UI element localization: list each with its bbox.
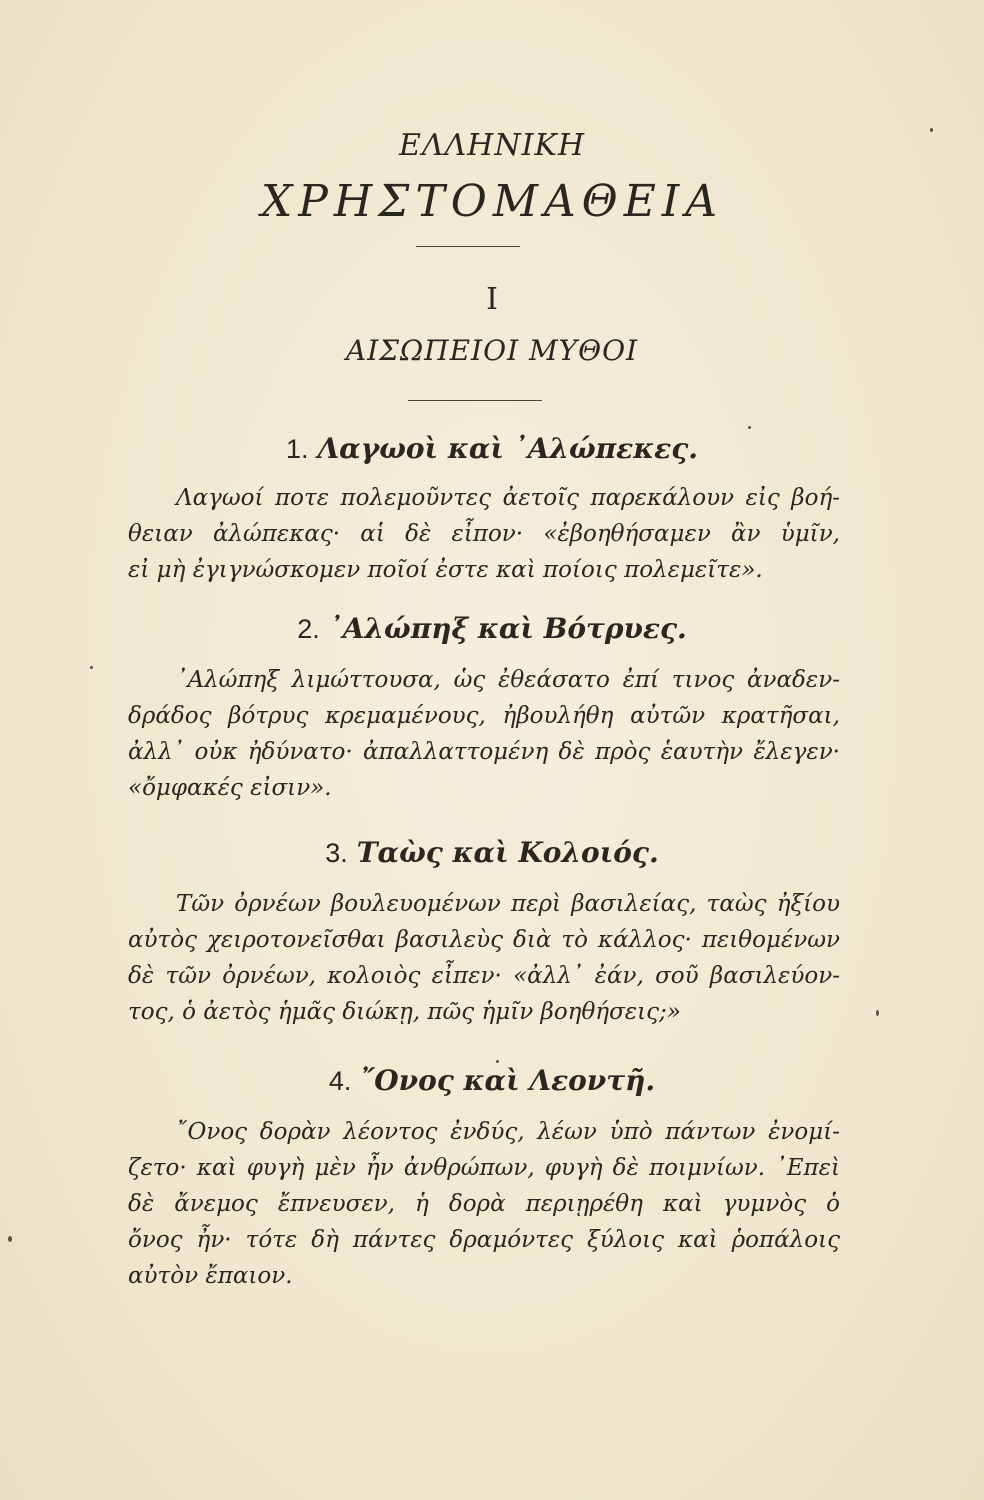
text-line: δὲ τῶν ὀρνέων, κολοιὸς εἶπεν· «ἀλλ᾿ ἐάν, σοῦ βασιλεύον- [128,963,840,989]
text-line: Τῶν ὀρνέων βουλευομένων περὶ βασιλείας, ταὼς ἠξίου [176,891,840,917]
text-line: δράδος βότρυς κρεμαμένους, ἠβουλήθη αὐτῶν κρατῆσαι, [128,703,840,729]
text-line: τος, ὁ ἀετὸς ἡμᾶς διώκῃ, πῶς ἡμῖν βοηθήσεις;» [128,999,681,1025]
text-line: ζετο· καὶ φυγὴ μὲν ἦν ἀνθρώπων, φυγὴ δὲ ποιμνίων. ᾿Επεὶ [128,1155,840,1181]
fable-heading [0,836,984,869]
fable-heading [0,432,984,465]
fable-number: 1. [286,434,309,464]
fable-text [128,886,840,1030]
paper-speck [876,1010,879,1016]
divider-rule [408,400,542,401]
text-line: εἰ μὴ ἐγιγνώσκομεν ποῖοί ἐστε καὶ ποίοις πολεμεῖτε». [128,557,763,583]
fable-heading [0,612,984,645]
paper-speck [8,1236,12,1242]
text-line: δὲ ἄνεμος ἔπνευσεν, ἡ δορὰ περιῃρέθη καὶ γυμνὸς ὁ [128,1191,840,1217]
book-title-small: ΕΛΛΗΝΙΚΗ [398,128,586,163]
paper-speck [496,1060,499,1063]
text-line: Λαγωοί ποτε πολεμοῦντες ἀετοῖς παρεκάλουν εἰς βοή- [176,485,840,511]
book-title-large: ΧΡΗΣΤΟΜΑΘΕΙΑ [260,176,723,227]
text-line: ὄνος ἦν· τότε δὴ πάντες δραμόντες ξύλοις καὶ ῥοπάλοις [128,1227,840,1253]
fable-text [128,1114,840,1294]
fable-title: Ταὼς καὶ Κολοιός. [356,836,659,869]
text-line: αὐτὸν ἔπαιον. [128,1263,293,1289]
paper-speck [90,666,93,669]
text-line: αὐτὸς χειροτονεῖσθαι βασιλεὺς διὰ τὸ κάλλος· πειθομένων [128,927,840,953]
fable-number: 4. [328,1066,352,1096]
text-line: «ὄμφακές εἰσιν». [128,775,332,801]
text-line: ῎Ονος δορὰν λέοντος ἐνδύς, λέων ὑπὸ πάντων ἐνομί- [176,1119,840,1145]
fable-text [128,662,840,806]
fable-number: 3. [325,838,348,868]
part-numeral: I [486,282,498,317]
text-line: ἀλλ᾿ οὐκ ἠδύνατο· ἀπαλλαττομένη δὲ πρὸς ἑαυτὴν ἔλεγεν· [128,739,840,765]
fable-title: Λαγωοὶ καὶ ᾿Αλώπεκες. [317,432,698,465]
text-line: ᾿Αλώπηξ λιμώττουσα, ὡς ἐθεάσατο ἐπί τινος ἀναδεν- [176,667,840,693]
paper-speck [748,426,751,429]
fable-heading [0,1064,984,1097]
divider-rule [416,246,520,247]
fable-title: ῎Ονος καὶ Λεοντῆ. [360,1064,656,1097]
part-title: ΑΙΣΩΠΕΙΟΙ ΜΥΘΟΙ [345,334,639,367]
paper-speck [930,128,933,132]
fable-title: ᾿Αλώπηξ καὶ Βότρυες. [328,612,687,645]
text-line: θειαν ἀλώπεκας· αἱ δὲ εἶπον· «ἐβοηθήσαμεν ἂν ὑμῖν, [128,521,840,547]
fable-number: 2. [297,614,320,644]
fable-text [128,480,840,588]
